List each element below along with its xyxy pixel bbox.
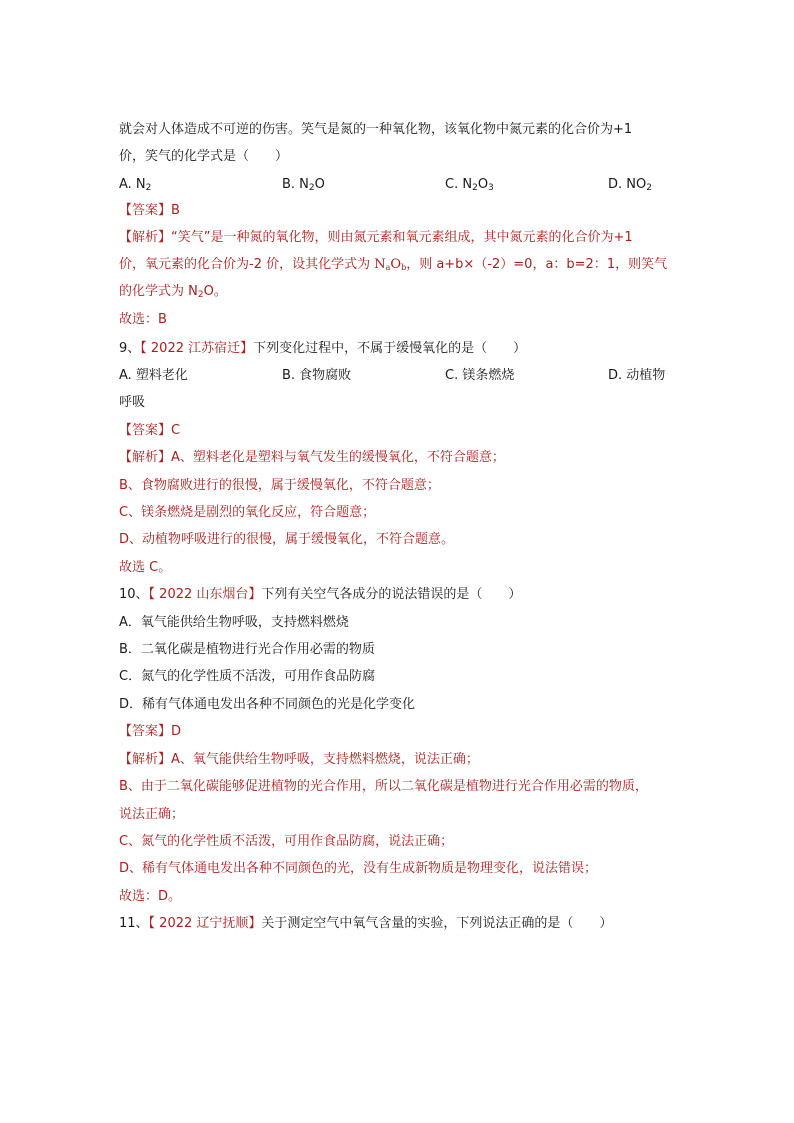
q9-analysis-line1: 【解析】A、塑料老化是塑料与氧气发生的缓慢氧化，不符合题意；	[119, 450, 505, 465]
q10-analysis-line4: C、氮气的化学性质不活泼，可用作食品防腐，说法正确；	[119, 834, 454, 849]
q10-analysis-line1: 【解析】A、氧气能供给生物呼吸，支持燃料燃烧，说法正确；	[119, 752, 479, 767]
q10-source: 【 2022 山东烟台】	[148, 587, 262, 602]
q9-options	[119, 366, 679, 386]
q8-answer	[119, 201, 180, 221]
q8-option-b: B. $N_2O$	[282, 177, 325, 193]
q9-analysis-line3: C、镁条燃烧是剧烈的氧化反应，符合题意；	[119, 505, 376, 520]
q8-analysis-line1: 【解析】“笑气”是一种氮的氧化物，则由氮元素和氧元素组成，其中氮元素的化合价为+1	[119, 230, 633, 245]
q9-analysis-line4: D、动植物呼吸进行的很慢，属于缓慢氧化，不符合题意。	[119, 532, 455, 547]
q10-option-a: A．氧气能供给生物呼吸，支持燃料燃烧	[119, 615, 349, 630]
q9-source: 【 2022 江苏宿迁】	[140, 341, 254, 356]
q8-analysis-line3: 的化学式为 $N_2O$。	[119, 284, 227, 300]
analysis-tag: 【解析】	[119, 230, 172, 245]
answer-value: B	[171, 203, 180, 218]
q8-stem-line1: 就会对人体造成不可逆的伤害。笑气是氮的一种氧化物，该氧化物中氮元素的化合价为+1	[119, 122, 633, 137]
q9-conclusion: 故选 C。	[119, 560, 172, 575]
q9-option-c: C. 镁条燃烧	[445, 368, 515, 383]
q8-analysis-line2: 价，氧元素的化合价为-2 价，设其化学式为 $N_aO_b$，则 a+b×（-2）=0，a：b=2：1，则笑气	[119, 257, 668, 272]
q9-analysis-line2: B、食物腐败进行的很慢，属于缓慢氧化，不符合题意；	[119, 478, 440, 493]
q9-option-a: A. 塑料老化	[119, 368, 188, 383]
q9-option-b: B. 食物腐败	[282, 368, 352, 383]
answer-tag: 【答案】	[119, 203, 172, 218]
q10-conclusion: 故选：D。	[119, 889, 182, 904]
q8-option-c: C. $N_2O_3$	[445, 177, 494, 193]
q10-analysis-line3: 说法正确；	[119, 807, 185, 822]
q11-source: 【 2022 辽宁抚顺】	[148, 916, 262, 931]
formula-NaOb: $N_aO_b$	[374, 257, 407, 272]
q9-stem: 9、【 2022 江苏宿迁】下列变化过程中，不属于缓慢氧化的是（ ）	[119, 341, 527, 356]
q8-options	[119, 175, 679, 195]
q10-analysis-line2: B、由于二氧化碳能够促进植物的光合作用，所以二氧化碳是植物进行光合作用必需的物质，	[119, 779, 648, 794]
q10-stem: 10、【 2022 山东烟台】下列有关空气各成分的说法错误的是（ ）	[119, 587, 522, 602]
q8-option-d: D. $NO_2$	[608, 177, 652, 193]
q8-conclusion: 故选：B	[119, 312, 167, 327]
q10-option-c: C．氮气的化学性质不活泼，可用作食品防腐	[119, 669, 376, 684]
q9-answer: 【答案】C	[119, 423, 181, 438]
q9-option-d: D. 动植物	[608, 368, 666, 383]
q8-stem-line2: 价，笑气的化学式是（ ）	[119, 149, 289, 164]
q10-answer: 【答案】D	[119, 724, 182, 739]
q10-option-d: D．稀有气体通电发出各种不同颜色的光是化学变化	[119, 697, 416, 712]
q10-option-b: B．二氧化碳是植物进行光合作用必需的物质	[119, 642, 375, 657]
q11-stem: 11、【 2022 辽宁抚顺】关于测定空气中氧气含量的实验，下列说法正确的是（ ）	[119, 916, 613, 931]
q10-analysis-line5: D、稀有气体通电发出各种不同颜色的光，没有生成新物质是物理变化，说法错误；	[119, 861, 598, 876]
q9-option-wrap: 呼吸	[119, 395, 146, 410]
q8-option-a: A. $N_2$	[119, 177, 152, 193]
